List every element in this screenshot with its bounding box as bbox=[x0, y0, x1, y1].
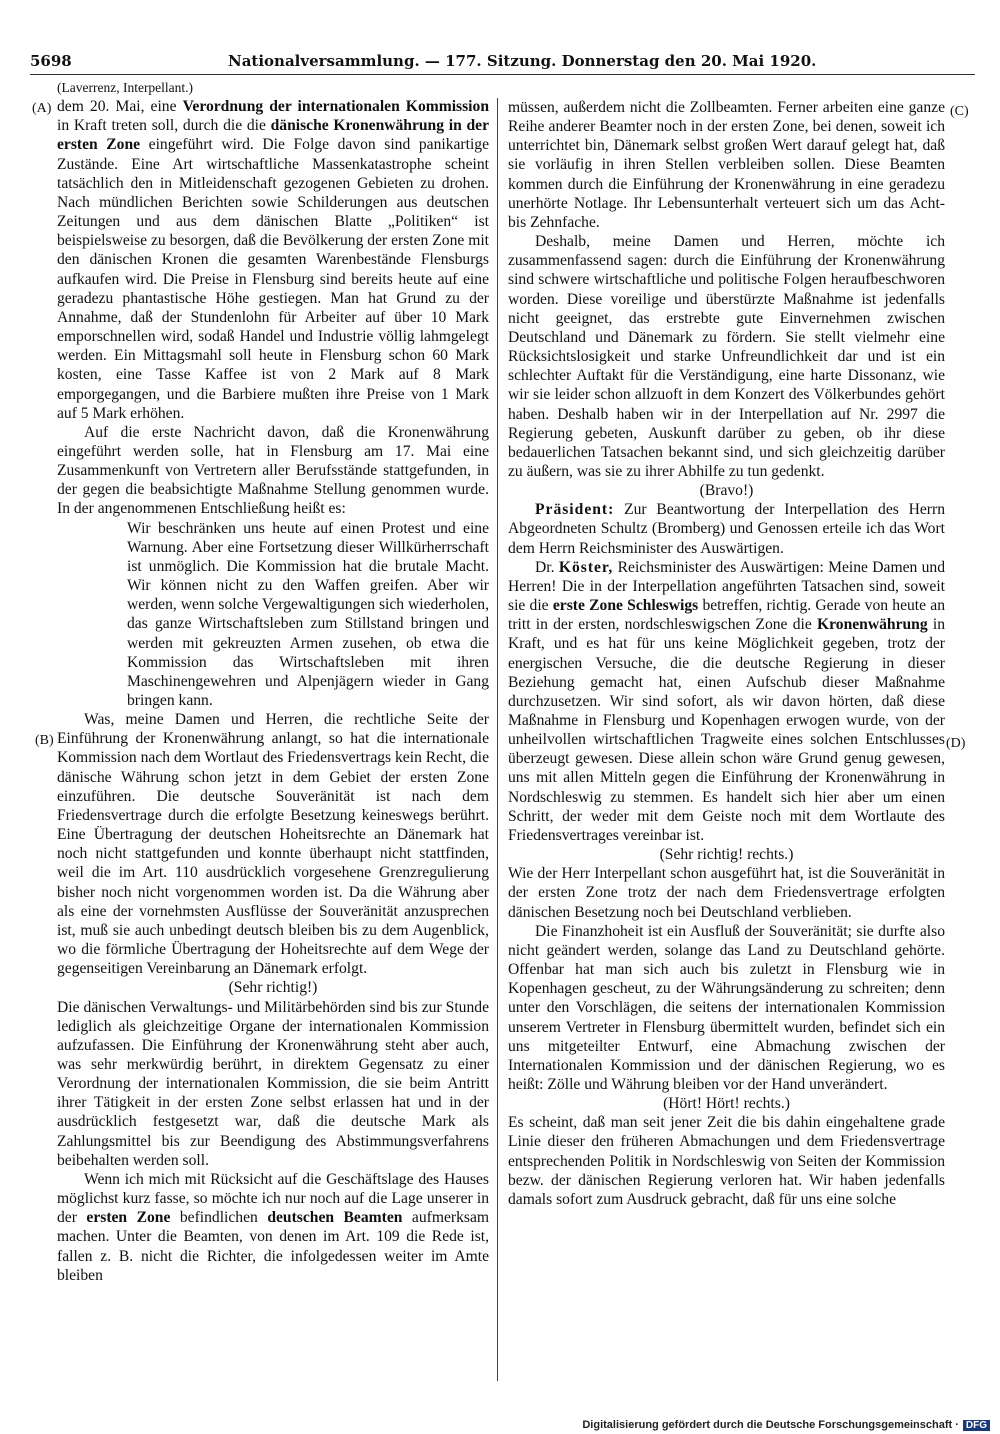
page-number: 5698 bbox=[30, 52, 72, 70]
margin-marker-b: (B) bbox=[35, 733, 54, 748]
interjection: (Hört! Hört! rechts.) bbox=[663, 1095, 790, 1113]
margin-marker-a: (A) bbox=[32, 101, 52, 116]
paragraph: Deshalb, meine Damen und Herren, möchte ich zusammenfassend sagen: durch die Einführung der Kronenwährung sind schwere wirtschaftliche und politische Folgen heraufbeschworen worden. Diese voreilige und überstürzte Maßnahme ist jedenfalls nicht geeignet, das erstrebte gute Einvernehmen zwischen Deutschland und Dänemark zu fördern. Sie stellt vielmehr eine Rücksichtslosigkeit und starke Unfreundlichkeit dar und ist ein schlechter Auftakt für die Verständigung, eine harte Dissonanz, wie wir sie leider schon allzuoft in dem Konzert des Völkerbundes gehört haben. Deshalb haben wir in der Interpellation auf Nr. 2997 die Regierung gebeten, Auskunft darüber zu geben, ob ihr diese bedauerlichen Tatsachen bekannt sind, und sich gleichzeitig darüber zu äußern, was sie zu ihrer Abhilfe zu tun gedenkt. bbox=[508, 233, 945, 480]
paragraph: Was, meine Damen und Herren, die rechtliche Seite der Einführung der Kronenwährung anlangt, so hat die internationale Kommission nach dem Wortlaut des Friedensvertrags kein Recht, die dänische Währung schon jetzt in dem Gebiet der ersten Zone einzuführen. Die deutsche Souveränität ist nach dem Friedensvertrage durch die erfolgte Besetzung keineswegs berührt. Eine Übertragung der deutschen Hoheitsrechte an Dänemark hat noch nicht stattgefunden und konnte überhaupt nicht stattfinden, weil die im Art. 110 ausdrücklich vorgesehene Grenzregulierung bisher noch nicht vorgenommen worden ist. Da die Währung aber als eine der vornehmsten Ausflüsse der Souveränität anzusprechen ist, muß sie auch unbedingt deutsch bleiben bis zu dem Augenblick, wo die förmliche Übertragung der Hoheitsrechte auf dem Wege der gegenseitigen Vereinbarung an Dänemark erfolgt. bbox=[57, 711, 489, 978]
speaker-name: Präsident: bbox=[535, 501, 615, 519]
left-column bbox=[57, 78, 489, 1285]
dfg-logo: DFG bbox=[963, 1420, 990, 1431]
footer-credit: Digitalisierung gefördert durch die Deutsche Forschungsgemeinschaft · DFG bbox=[582, 1419, 990, 1431]
running-header bbox=[30, 52, 975, 74]
paragraph: Präsident: Zur Beantwortung der Interpellation des Herrn Abgeordneten Schultz (Bromberg) und Genossen erteile ich das Wort dem Herrn Reichsminister des Auswärtigen. bbox=[508, 501, 945, 557]
paragraph: Es scheint, daß man seit jener Zeit die bis dahin eingehaltene grade Linie dieser den früheren Abmachungen und dem Friedensvertrage entsprechenden Politik in Nordschleswig von Seiten der Kommission bezw. der dänischen Regierung verloren hat. Wir haben jedenfalls damals sofort zum Ausdruck gebracht, daß für uns eine solche bbox=[508, 1114, 945, 1208]
header-title: Nationalversammlung. — 177. Sitzung. Donnerstag den 20. Mai 1920. bbox=[228, 52, 817, 70]
paragraph: Dr. Köster, Reichsminister des Auswärtigen: Meine Damen und Herren! Die in der Interpellation angeführten Tatsachen sind, soweit sie die erste Zone Schleswigs betreffen, richtig. Gerade von heute an tritt in der ersten, nordschleswigschen Zone die Kronenwährung in Kraft, und es hat für uns keine Möglichkeit gegeben, trotz der energischen Versuche, die die deutsche Regierung in dieser Beziehung gemacht hat, einen Aufschub dieser Maßnahme durchzusetzen. Wir sind sofort, als wir davon hörten, daß diese Maßnahme in Flensburg und Kopenhagen erwogen wurde, von der unheilvollen wirtschaftlichen Tragweite eines solchen Entschlusses überzeugt gewesen. Diese allein schon wäre Grund genug gewesen, uns mit allen Mitteln gegen die Einführung der Kronenwährung in Nordschleswig zu stemmen. Es handelt sich hier aber um einen Schritt, der weder mit dem Geiste noch mit dem Wortlaute des Friedensvertrages vereinbar ist. bbox=[508, 558, 946, 844]
paragraph: Die Finanzhoheit ist ein Ausfluß der Souveränität; sie durfte also nicht geändert werden, solange das Land zu Deutschland gehörte. Offenbar hat man sich auch bis zuletzt in Flensburg wie in Kopenhagen gescheut, zu der Währungsänderung zu schreiten; denn unter den Vorschlägen, die seitens der internationalen Kommission unserem Vertreter in Flensburg übermittelt wurden, befindet sich ein uns mitgeteilter Entwurf, eine Abmachung zwischen der Internationalen Kommission und der dänischen Regierung, wo es heißt: Zölle und Währung bleiben vor der Hand unverändert. bbox=[508, 922, 945, 1093]
header-rule bbox=[30, 74, 975, 75]
margin-marker-c: (C) bbox=[950, 104, 969, 119]
paragraph: dem 20. Mai, eine Verordnung der internationalen Kommission in Kraft treten soll, durch die die dänische Kronenwährung in der ersten Zone eingeführt wird. Die Folge davon sind panikartige Zustände. Eine Art wirtschaftliche Massenkatastrophe scheint tatsächlich den in Mitleidenschaft gezogenen Gebieten zu drohen. Nach mündlichen Berichten sowie Schilderungen aus deutschen Zeitungen und aus dem dänischen Blatte „Politiken“ ist beispielsweise zu besorgen, daß die Bevölkerung der ersten Zone mit den dänischen Kronen die gesamten Warenbestände Flensburgs aufkaufen wird. Die Preise in Flensburg sind bereits heute auf eine geradezu phantastische Höhe gestiegen. Man hat Grund zu der Annahme, daß der Stundenlohn für Arbeiter auf über 10 Mark emporschnellen wird, sodaß Handel und Industrie völlig lahmgelegt werden. Ein Mittagsmahl soll heute in Flensburg schon 60 Mark kosten, eine Tasse Kaffee ist von 2 Mark auf 8 Mark emporgegangen, und die Barbiere mußten ihre Preise von 1 Mark auf 5 Mark erhöhen. bbox=[57, 98, 489, 422]
speaker-attribution: (Laverrenz, Interpellant.) bbox=[57, 80, 194, 95]
interjection: (Sehr richtig! rechts.) bbox=[659, 846, 794, 864]
interjection: (Sehr richtig!) bbox=[228, 979, 318, 997]
paragraph: müssen, außerdem nicht die Zollbeamten. Ferner arbeiten eine ganze Reihe anderer Beamter noch in der ersten Zone, bei denen, soweit ich unterrichtet bin, Dänemark selbst großen Wert darauf gelegt hat, daß sie vorläufig in ihren Stellen verbleiben sollen. Diese Beamten kommen durch die Einführung der Kronenwährung in eine geradezu unerhörte Notlage. Ihr Lebensunterhalt verteuert sich um das Acht- bis Zehnfache. bbox=[508, 99, 945, 231]
footer-text: Digitalisierung gefördert durch die Deutsche Forschungsgemeinschaft bbox=[582, 1419, 953, 1431]
paragraph: Auf die erste Nachricht davon, daß die Kronenwährung eingeführt werden solle, hat in Flensburg am 17. Mai eine Zusammenkunft von Vertretern aller Berufsstände stattgefunden, in der gegen die beabsichtigte Maßnahme Stellung genommen wurde. In der angenommenen Entschließung heißt es: bbox=[57, 423, 489, 518]
margin-marker-d: (D) bbox=[946, 736, 966, 751]
column-divider bbox=[497, 98, 498, 1381]
block-quote: Wir beschränken uns heute auf einen Protest und eine Warnung. Aber eine Fortsetzung dieser Willkürherrschaft ist unmöglich. Die Kommission hat die brutale Macht. Wir können nicht zu den Waffen greifen. Aber wir werden, wenn solche Vergewaltigungen sich wiederholen, das ganze Wirtschaftsleben zum Stillstand bringen und werden mit gekreuzten Armen zusehen, ob etwa die Kommission das Wirtschaftsleben mit ihren Maschinengewehren und Alpenjägern wieder in Gang bringen kann. bbox=[127, 519, 489, 709]
paragraph: Wie der Herr Interpellant schon ausgeführt hat, ist die Souveränität in der ersten Zone trotz der nach dem Friedensvertrage erfolgten dänischen Besetzung noch bei Deutschland verblieben. bbox=[508, 865, 945, 921]
paragraph: Die dänischen Verwaltungs- und Militärbehörden sind bis zur Stunde lediglich als gleichzeitige Organe der internationalen Kommission aufzufassen. Die Einführung der Kronenwährung steht aber auch, was sehr merkwürdig berührt, in direktem Gegensatz zu einer Verordnung der internationalen Kommission, die sie beim Antritt ihrer Tätigkeit in der ersten Zone selbst erlassen hat und in der ausdrücklich festgesetzt war, daß die deutsche Mark als Zahlungsmittel bis zur Beendigung des Abstimmungsverfahrens beibehalten werden soll. bbox=[57, 998, 489, 1169]
speaker-name: Köster, bbox=[558, 558, 614, 576]
right-column bbox=[508, 98, 945, 1209]
interjection: (Bravo!) bbox=[699, 482, 754, 500]
paragraph: Wenn ich mich mit Rücksicht auf die Geschäftslage des Hauses möglichst kurz fasse, so möchte ich nur noch auf die Lage unserer in der ersten Zone befindlichen deutschen Beamten aufmerksam machen. Unter die Beamten, von denen im Art. 109 die Rede ist, fallen z. B. nicht die Richter, die infolgedessen weiter im Amte bleiben bbox=[57, 1170, 489, 1284]
